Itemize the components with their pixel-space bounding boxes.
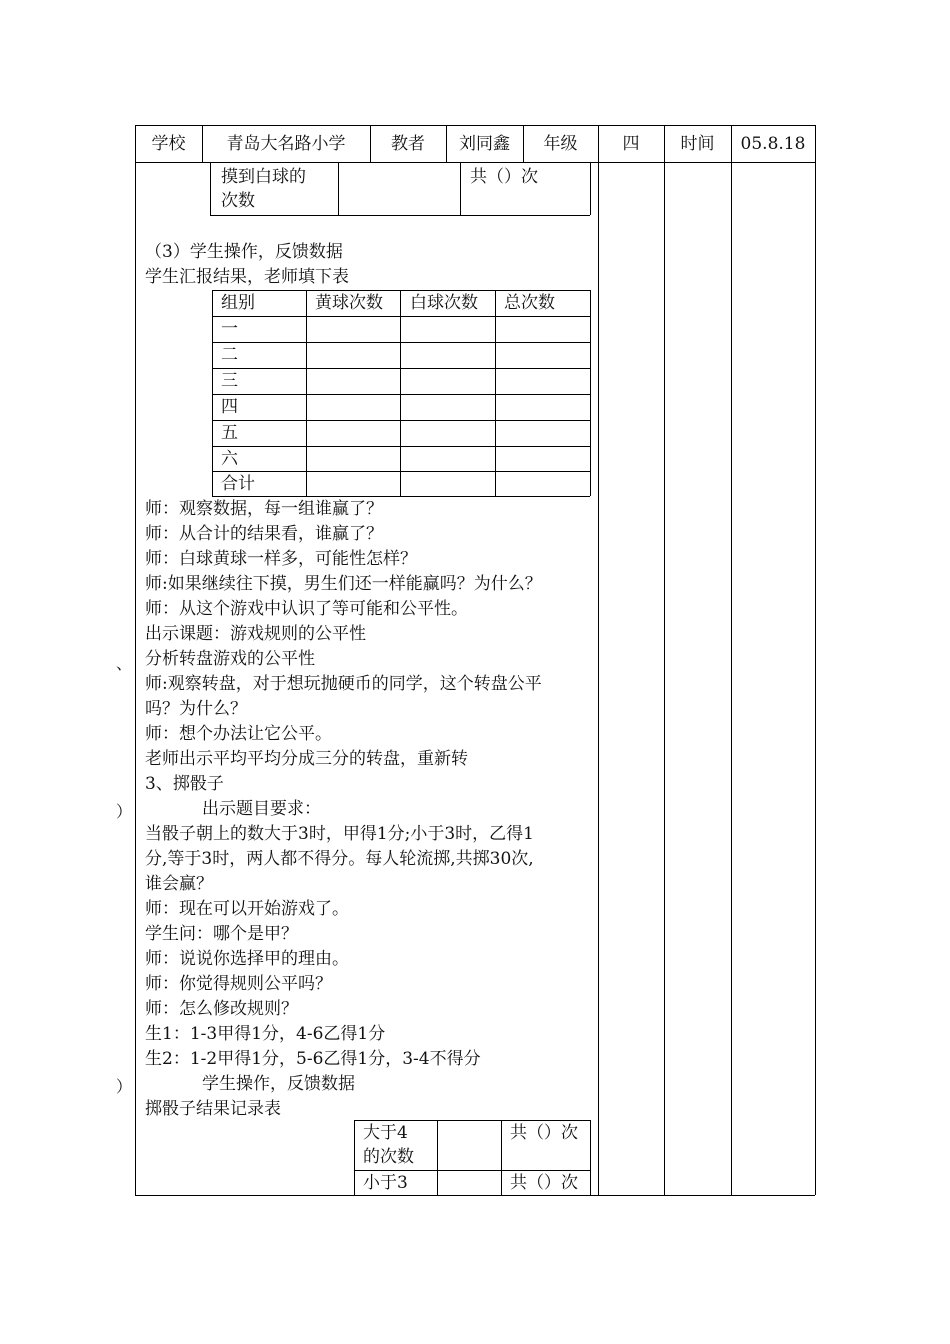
white-ball-count: 共（）次	[470, 167, 538, 187]
time-value: 05.8.18	[740, 134, 806, 154]
col-header-total: 总次数	[504, 293, 555, 313]
text-line: 生2：1-2甲得1分，5-6乙得1分，3-4不得分	[145, 1049, 481, 1069]
teacher-value: 刘同鑫	[459, 134, 510, 154]
text-line: 出示课题：游戏规则的公平性	[145, 624, 366, 644]
text-line: 师：你觉得规则公平吗？	[145, 974, 332, 994]
text-line: 师：现在可以开始游戏了。	[145, 899, 349, 919]
text-line: 师：怎么修改规则？	[145, 999, 298, 1019]
text-line: 掷骰子结果记录表	[145, 1099, 281, 1119]
step3-heading: （3）学生操作，反馈数据	[145, 242, 343, 262]
school-value: 青岛大名路小学	[226, 134, 346, 154]
text-line: 师：白球黄球一样多，可能性怎样？	[145, 549, 417, 569]
dice-row1-label-line1: 大于4	[363, 1123, 408, 1143]
text-line: 3、掷骰子	[145, 774, 224, 794]
dice-row1-count: 共（）次	[510, 1123, 578, 1143]
col-header-group: 组别	[221, 293, 255, 313]
dice-row2-count: 共（）次	[510, 1173, 578, 1193]
text-line: 师：从合计的结果看，谁赢了？	[145, 524, 383, 544]
white-ball-label-line2: 次数	[221, 191, 255, 211]
margin-mark: 、	[116, 654, 133, 673]
text-line: 师:如果继续往下摸，男生们还一样能赢吗？为什么？	[145, 574, 542, 594]
report-instruction: 学生汇报结果，老师填下表	[145, 267, 349, 287]
group-row-label: 三	[221, 371, 238, 391]
text-line: 师：想个办法让它公平。	[145, 724, 332, 744]
group-row-label: 二	[221, 345, 238, 365]
group-row-label: 一	[221, 319, 238, 339]
text-line: 出示题目要求：	[202, 799, 321, 819]
col-header-yellow: 黄球次数	[315, 293, 383, 313]
time-label: 时间	[680, 134, 715, 154]
text-line: 吗？为什么？	[145, 699, 247, 719]
text-line: 当骰子朝上的数大于3时，甲得1分;小于3时，乙得1	[145, 824, 534, 844]
text-line: 谁会赢？	[145, 874, 213, 894]
text-line: 学生操作，反馈数据	[202, 1074, 355, 1094]
group-row-total-label: 合计	[221, 474, 255, 494]
text-line: 师：说说你选择甲的理由。	[145, 949, 349, 969]
text-line: 分,等于3时，两人都不得分。每人轮流掷,共掷30次,	[145, 849, 534, 869]
col-header-white: 白球次数	[410, 293, 478, 313]
grade-label: 年级	[543, 134, 578, 154]
text-line: 生1：1-3甲得1分，4-6乙得1分	[145, 1024, 386, 1044]
margin-mark: ）	[116, 802, 133, 821]
group-row-label: 五	[221, 423, 238, 443]
text-line: 老师出示平均平均分成三分的转盘，重新转	[145, 749, 468, 769]
text-line: 分析转盘游戏的公平性	[145, 649, 315, 669]
group-row-label: 六	[221, 449, 238, 469]
school-label: 学校	[151, 134, 186, 154]
white-ball-label-line1: 摸到白球的	[221, 167, 306, 187]
dice-row1-label-line2: 的次数	[363, 1147, 414, 1167]
margin-mark: ）	[116, 1077, 133, 1096]
text-line: 学生问：哪个是甲？	[145, 924, 298, 944]
text-line: 师：从这个游戏中认识了等可能和公平性。	[145, 599, 468, 619]
grade-value: 四	[622, 134, 640, 154]
text-line: 师：观察数据，每一组谁赢了？	[145, 499, 383, 519]
text-line: 师:观察转盘，对于想玩抛硬币的同学，这个转盘公平	[145, 674, 542, 694]
group-row-label: 四	[221, 397, 238, 417]
dice-row2-label: 小于3	[363, 1173, 408, 1193]
teacher-label: 教者	[391, 134, 425, 154]
